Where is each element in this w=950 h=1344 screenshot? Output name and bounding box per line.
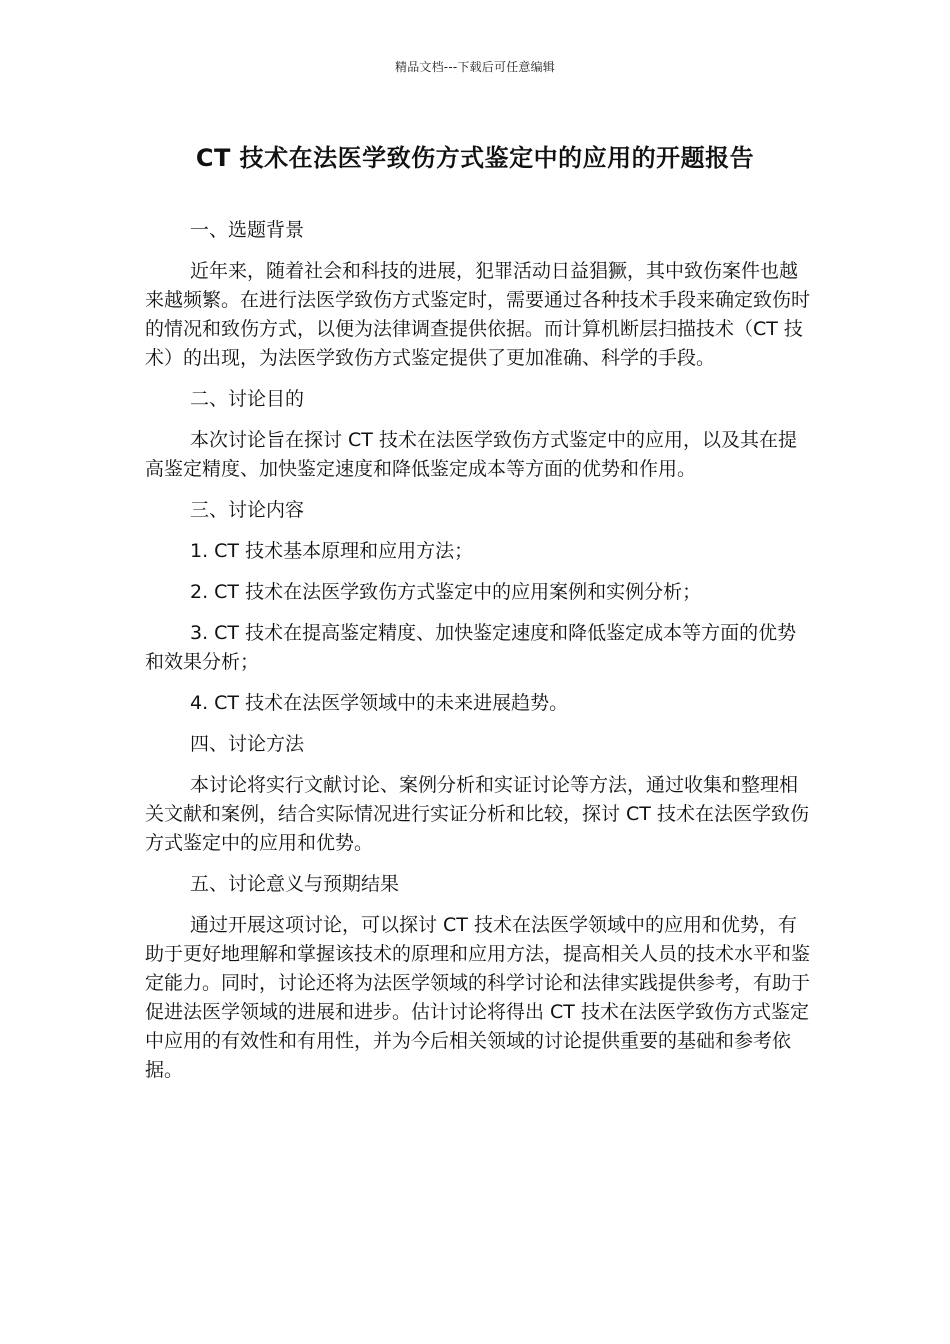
- paragraph-method: 本讨论将实行文献讨论、案例分析和实证讨论等方法，通过收集和整理相关文献和案例，结合实际情况进行实证分析和比较，探讨 CT 技术在法医学致伤方式鉴定中的应用和优势。: [145, 774, 809, 854]
- section-heading-content: 三、讨论内容: [190, 499, 305, 521]
- content-list-item-3: 3. CT 技术在提高鉴定精度、加快鉴定速度和降低鉴定成本等方面的优势和效果分析；: [145, 622, 797, 673]
- content-list-item-2: 2. CT 技术在法医学致伤方式鉴定中的应用案例和实例分析；: [190, 581, 702, 603]
- paragraph-background: 近年来，随着社会和科技的进展，犯罪活动日益猖獗，其中致伤案件也越来越频繁。在进行法医学致伤方式鉴定时，需要通过各种技术手段来确定致伤时的情况和致伤方式，以便为法律调查提供依据。而计算机断层扫描技术（CT 技术）的出现，为法医学致伤方式鉴定提供了更加准确、科学的手段。: [145, 260, 811, 369]
- paragraph-significance: 通过开展这项讨论，可以探讨 CT 技术在法医学领域中的应用和优势，有助于更好地理解和掌握该技术的原理和应用方法，提高相关人员的技术水平和鉴定能力。同时，讨论还将为法医学领域的科学讨论和法律实践提供参考，有助于促进法医学领域的进展和进步。估计讨论将得出 CT 技术在法医学致伤方式鉴定中应用的有效性和有用性，并为今后相关领域的讨论提供重要的基础和参考依据。: [145, 914, 811, 1081]
- content-list-item-4: 4. CT 技术在法医学领域中的未来进展趋势。: [190, 692, 569, 714]
- section-heading-background: 一、选题背景: [190, 219, 305, 241]
- section-heading-significance: 五、讨论意义与预期结果: [190, 873, 400, 895]
- section-heading-purpose: 二、讨论目的: [190, 388, 305, 410]
- running-header: 精品文档---下载后可任意编辑: [395, 60, 555, 74]
- paragraph-purpose: 本次讨论旨在探讨 CT 技术在法医学致伤方式鉴定中的应用，以及其在提高鉴定精度、加快鉴定速度和降低鉴定成本等方面的优势和作用。: [145, 429, 797, 480]
- content-list-item-1: 1. CT 技术基本原理和应用方法；: [190, 540, 474, 562]
- document-title: CT 技术在法医学致伤方式鉴定中的应用的开题报告: [195, 144, 755, 172]
- section-heading-method: 四、讨论方法: [190, 733, 305, 755]
- document-body: [145, 216, 815, 1097]
